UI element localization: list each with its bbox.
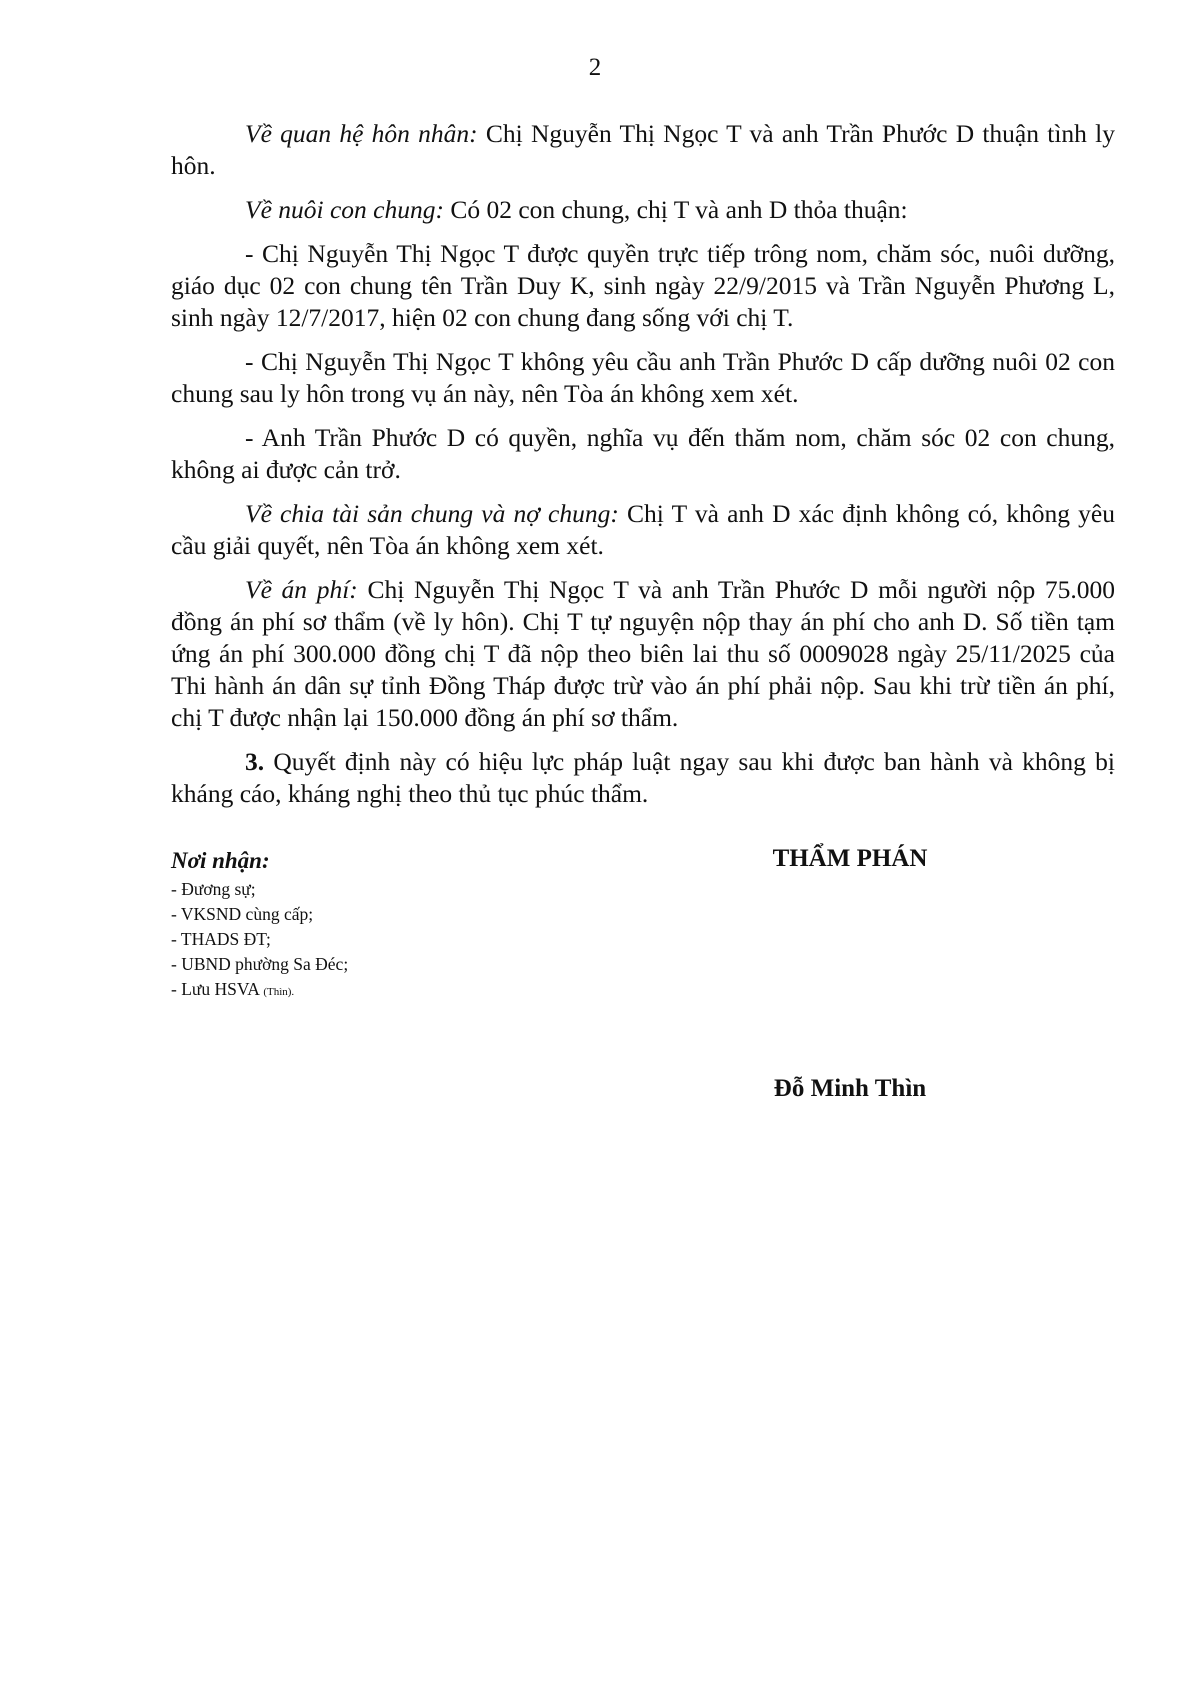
recipient-item: - UBND phường Sa Đéc; <box>171 954 349 974</box>
recipients-list <box>171 877 591 1005</box>
marriage-heading: Về quan hệ hôn nhân: <box>245 119 478 148</box>
recipient-item: - Đương sự; <box>171 879 256 899</box>
visitation-item-text: - Anh Trần Phước D có quyền, nghĩa vụ đến thăm nom, chăm sóc 02 con chung, không ai được cản trở. <box>171 423 1115 484</box>
effectiveness-text: Quyết định này có hiệu lực pháp luật ngay sau khi được ban hành và không bị kháng cáo, kháng nghị theo thủ tục phúc thẩm. <box>171 747 1115 808</box>
child-custody-text: Có 02 con chung, chị T và anh D thỏa thuận: <box>443 195 908 224</box>
effectiveness-paragraph <box>171 746 1115 810</box>
court-fee-paragraph <box>171 574 1115 734</box>
court-fee-text: Chị Nguyễn Thị Ngọc T và anh Trần Phước D mỗi người nộp 75.000 đồng án phí sơ thẩm (về ly hôn). Chị T tự nguyện nộp thay án phí cho anh D. Số tiền tạm ứng án phí 300.000 đồng chị T đã nộp theo biên lai thu số 0009028 ngày 25/11/2025 của Thi hành án dân sự tỉnh Đồng Tháp được trừ vào án phí phải nộp. Sau khi trừ tiền án phí, chị T được nhận lại 150.000 đồng án phí sơ thẩm. <box>171 575 1115 732</box>
recipients-block <box>171 847 591 1005</box>
property-heading: Về chia tài sản chung và nợ chung: <box>245 499 619 528</box>
signer-title: THẨM PHÁN <box>772 845 928 872</box>
child-custody-heading: Về nuôi con chung: <box>245 195 444 224</box>
recipient-item: - THADS ĐT; <box>171 929 271 949</box>
marriage-paragraph <box>171 118 1115 182</box>
recipients-heading: Nơi nhận: <box>171 848 270 873</box>
decision-body <box>171 118 1115 822</box>
property-paragraph <box>171 498 1115 562</box>
court-fee-heading: Về án phí: <box>245 575 358 604</box>
recipient-archive-note: (Thìn). <box>263 986 295 998</box>
recipient-archive-text: - Lưu HSVA <box>171 979 259 999</box>
custody-item-text: - Chị Nguyễn Thị Ngọc T được quyền trực tiếp trông nom, chăm sóc, nuôi dưỡng, giáo dục 02 con chung tên Trần Duy K, sinh ngày 22/9/2015 và Trần Nguyễn Phương L, sinh ngày 12/7/2017, hiện 02 con chung đang sống với chị T. <box>171 239 1115 332</box>
support-item-paragraph <box>171 346 1115 410</box>
page-number: 2 <box>588 54 602 81</box>
property-text: Chị T và anh D xác định không có, không yêu cầu giải quyết, nên Tòa án không xem xét. <box>171 499 1115 560</box>
effectiveness-number: 3. <box>245 747 265 776</box>
visitation-item-paragraph <box>171 422 1115 486</box>
support-item-text: - Chị Nguyễn Thị Ngọc T không yêu cầu anh Trần Phước D cấp dưỡng nuôi 02 con chung sau ly hôn trong vụ án này, nên Tòa án không xem xét. <box>171 347 1115 408</box>
child-custody-paragraph <box>171 194 1115 226</box>
recipient-item-archive <box>171 977 591 1005</box>
signer-name: Đỗ Minh Thìn <box>773 1075 927 1102</box>
custody-item-paragraph <box>171 238 1115 334</box>
recipient-item: - VKSND cùng cấp; <box>171 904 314 924</box>
marriage-text: Chị Nguyễn Thị Ngọc T và anh Trần Phước D thuận tình ly hôn. <box>171 119 1115 180</box>
